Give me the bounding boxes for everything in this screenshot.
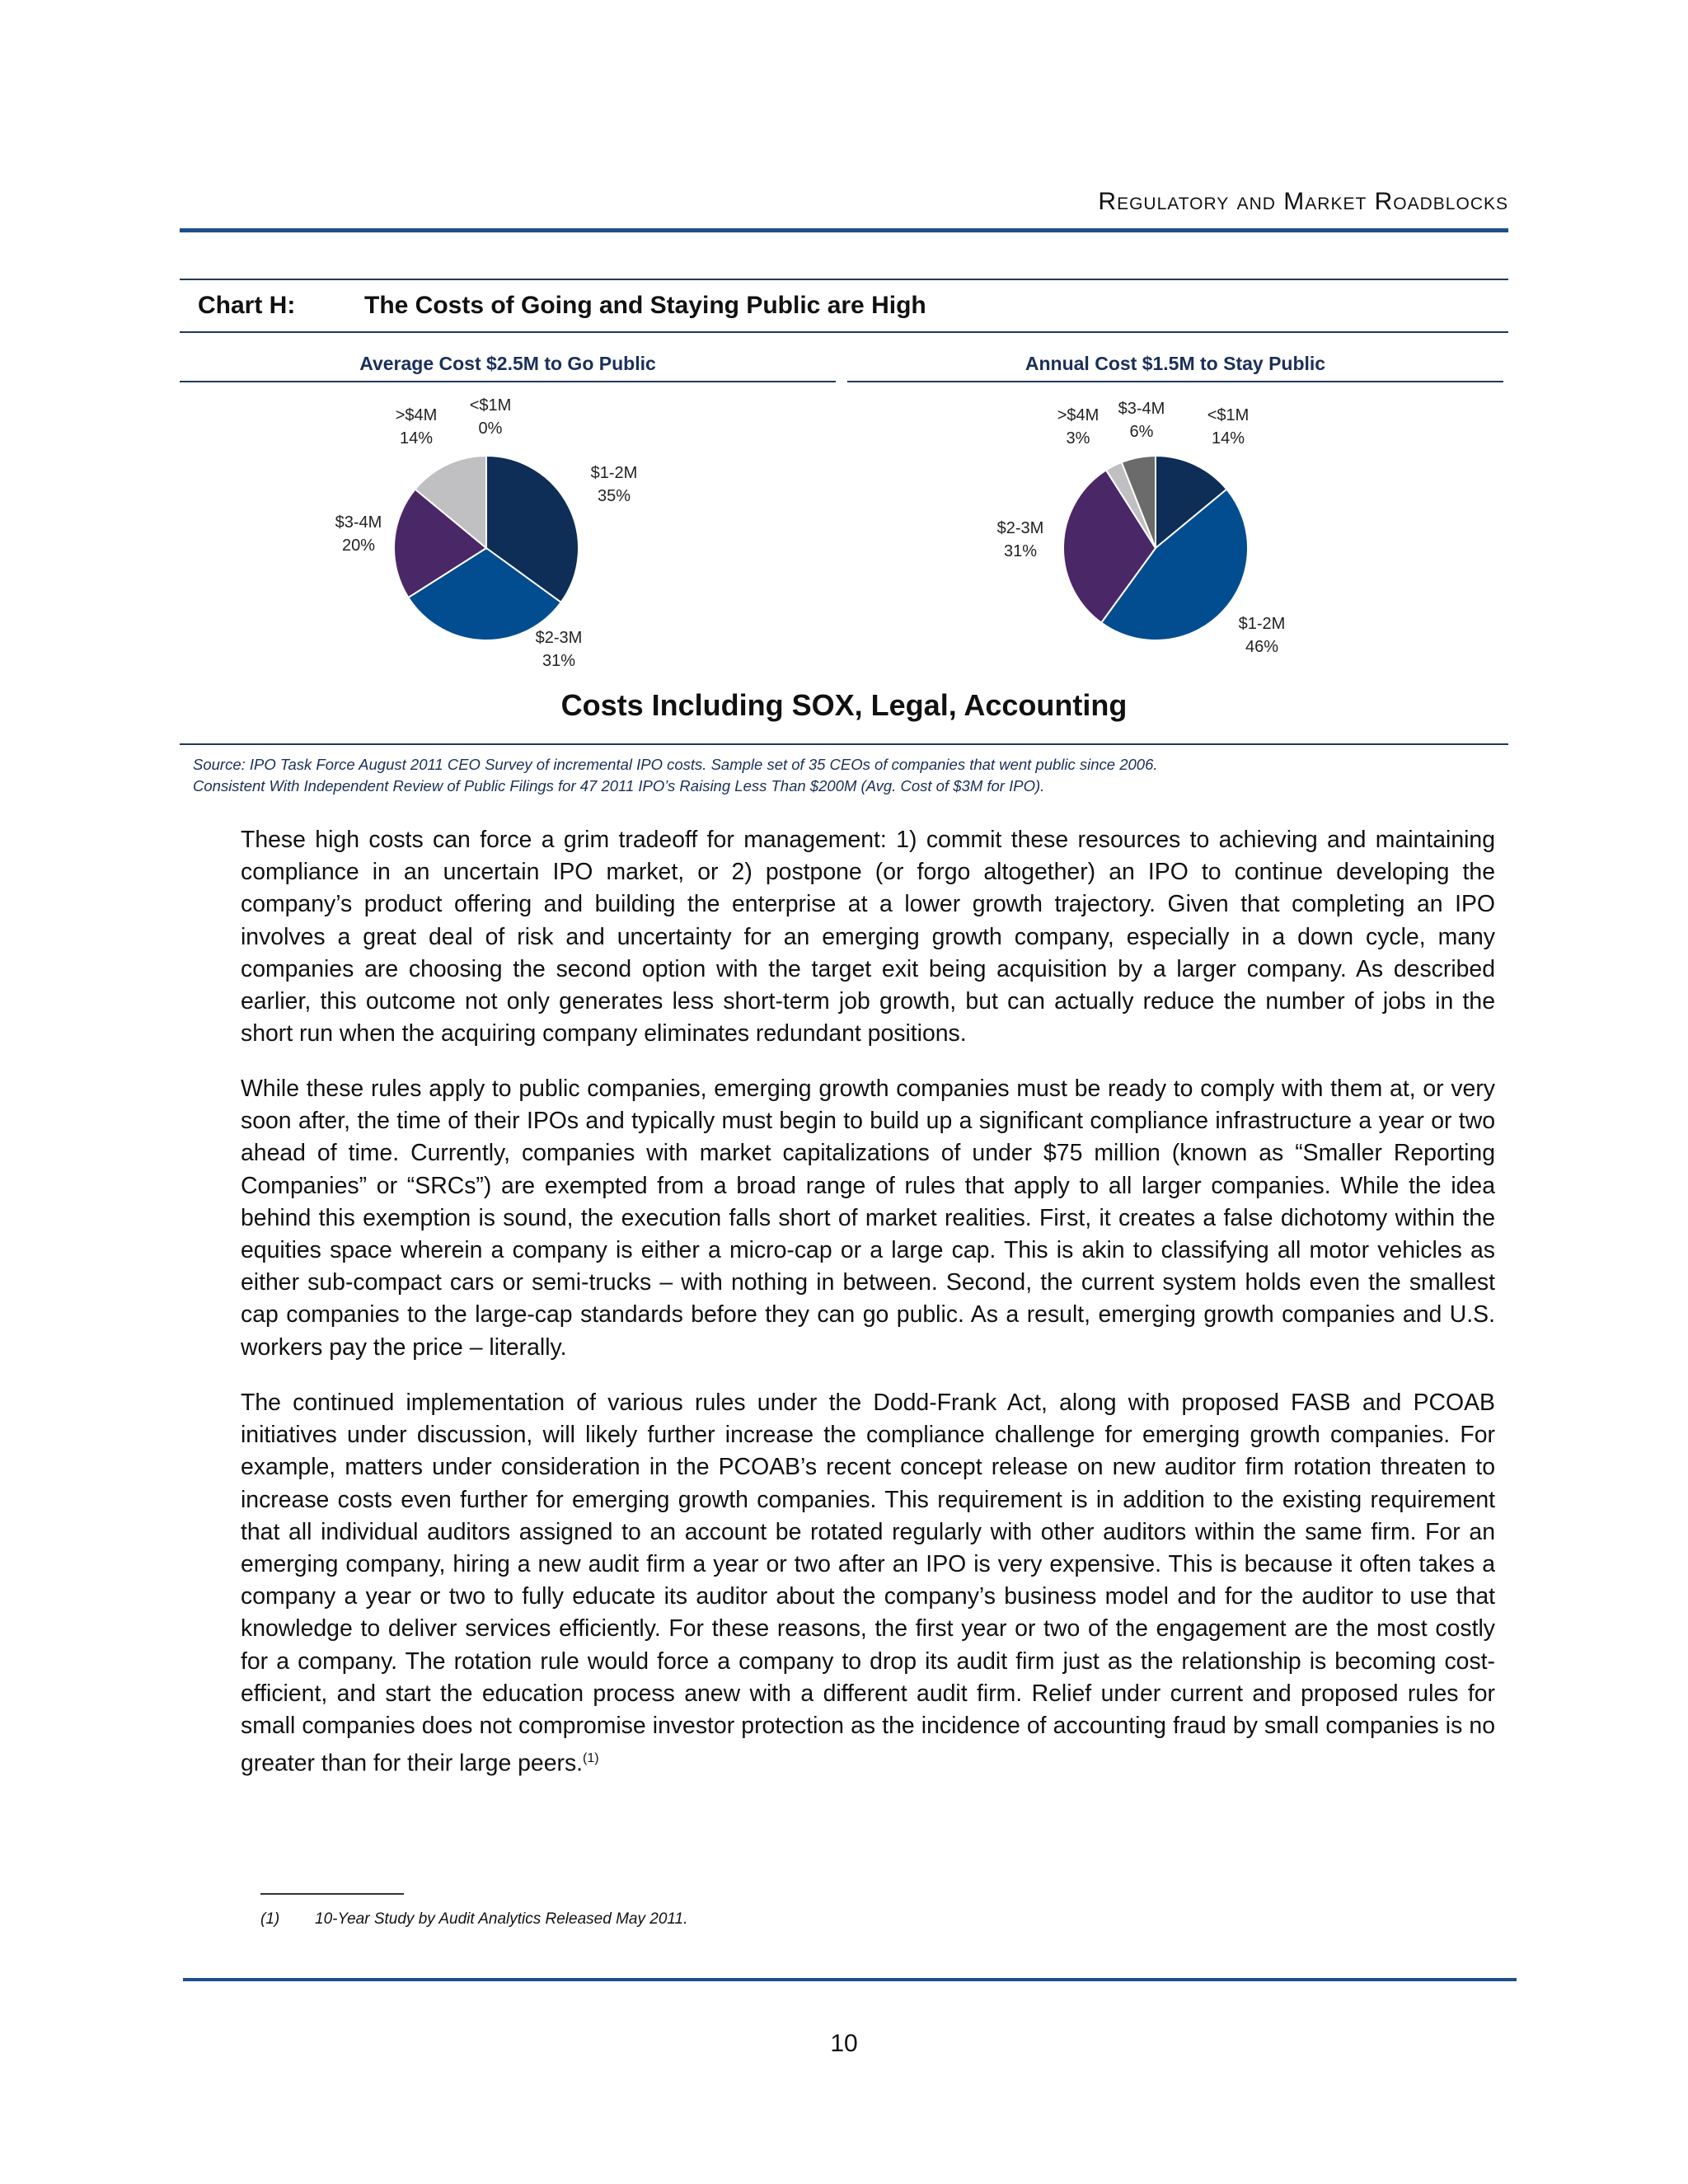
pie1-label-less-1m-pct: 14% [1211, 429, 1245, 448]
pie1-label-3-4m-name: $3-4M [1118, 400, 1165, 418]
body-paragraph-1: These high costs can force a grim tradeoff for management: 1) commit these resources to achieving and maintaining compliance in an uncertain IPO market, or 2) postpone (or forgo altogether) an IPO to continue developing the company’s product offering and building the enterprise at a lower growth trajectory. Given that completing an IPO involves a great deal of risk and uncertainty for an emerging growth company, especially in a down cycle, many companies are choosing the second option with the target exit being acquisition by a larger company. As described earlier, this outcome not only generates less short-term job growth, but can actually reduce the number of jobs in the short run when the acquiring company eliminates redundant positions. [241, 827, 1495, 1047]
running-header-text: Regulatory and Market Roadblocks [1098, 188, 1508, 215]
pie0-label-1-2m [569, 462, 659, 508]
pie1-label-1-2m [1217, 612, 1307, 658]
body-paragraph-3-text: The continued implementation of various rules under the Dodd-Frank Act, along with proposed FASB and PCOAB initiatives under discussion, will likely further increase the compliance challenge for emerging growth companies. For example, matters under consideration in the PCOAB’s recent concept release on new auditor firm rotation threaten to increase costs even further for emerging growth companies. This requirement is in addition to the existing requirement that all individual auditors assigned to an account be rotated regularly with other auditors within the same firm. For an emerging company, hiring a new audit firm a year or two after an IPO is very expensive. This is because it often takes a company a year or two to fully educate its auditor about the company’s business model and for the auditor to use that knowledge to deliver services efficiently. For these reasons, the first year or two of the engagement are the most costly for a company. The rotation rule would force a company to drop its audit firm just as the relationship is becoming cost-efficient, and start the education process anew with a different audit firm. Relief under current and proposed rules for small companies does not compromise investor protection as the incidence of accounting fraud by small companies is no greater than for their large peers. [241, 1390, 1495, 1777]
pie-rule-stay-public [847, 381, 1503, 382]
running-header [907, 188, 1508, 216]
pie1-label-over-4m-pct: 3% [1066, 429, 1090, 448]
pie1-label-2-3m [975, 517, 1066, 563]
pie0-label-2-3m [513, 626, 604, 673]
footnote-rule [260, 1893, 404, 1895]
pie1-label-less-1m [1183, 404, 1273, 450]
pie0-label-over-4m [371, 404, 462, 450]
pie0-label-over-4m-name: >$4M [395, 406, 438, 424]
pie-title-go-public: Average Cost $2.5M to Go Public [359, 353, 656, 374]
pie-chart-go-public [379, 441, 593, 655]
chart-caption: Costs Including SOX, Legal, Accounting [560, 688, 1128, 722]
header-rule [180, 228, 1508, 232]
footnote-mark: (1) [260, 1910, 280, 1928]
pie-slices-go-public [394, 456, 579, 640]
pie-title-stay-public: Annual Cost $1.5M to Stay Public [1025, 353, 1326, 374]
pie0-label-3-4m-pct: 20% [341, 537, 376, 555]
pie0-label-1-2m-name: $1-2M [590, 464, 638, 482]
chart-bottom-rule [180, 743, 1508, 745]
pie0-label-2-3m-name: $2-3M [535, 629, 583, 647]
pie0-label-less-1m-pct: 0% [478, 419, 503, 438]
footnote [260, 1910, 687, 1929]
pie1-label-1-2m-pct: 46% [1245, 638, 1279, 656]
chart-source [193, 754, 1512, 797]
pie1-label-over-4m-name: >$4M [1057, 406, 1100, 424]
pie1-label-2-3m-name: $2-3M [996, 519, 1044, 537]
body-paragraph-3 [241, 1387, 1495, 1780]
pie0-label-3-4m [313, 511, 404, 557]
body-paragraph-2: While these rules apply to public companies, emerging growth companies must be ready to comply with them at, or very soon after, the time of their IPOs and typically must begin to build up a significant compliance infrastructure a year or two ahead of time. Currently, companies with market capitalizations of under $75 million (known as “Smaller Reporting Companies” or “SRCs”) are exempted from a broad range of rules that apply to all larger companies. While the idea behind this exemption is sound, the execution falls short of market realities. First, it creates a false dichotomy within the equities space wherein a company is either a micro-cap or a large cap. This is akin to classifying all motor vehicles as either sub-compact cars or semi-trucks – with nothing in between. Second, the current system holds even the smallest cap companies to the large-cap standards before they can go public. As a result, emerging growth companies and U.S. workers pay the price – literally. [241, 1076, 1495, 1361]
pie1-label-3-4m [1096, 397, 1187, 443]
chart-mid-rule [180, 331, 1508, 333]
page-number: 10 [830, 2030, 858, 2057]
chart-title: The Costs of Going and Staying Public are High [364, 292, 926, 319]
pie0-label-over-4m-pct: 14% [399, 429, 434, 448]
pie0-label-1-2m-pct: 35% [597, 487, 631, 505]
pie1-label-2-3m-pct: 31% [1003, 542, 1038, 560]
footer-rule [183, 1978, 1517, 1981]
chart-top-rule [180, 279, 1508, 280]
pie0-label-2-3m-pct: 31% [542, 652, 576, 670]
pie0-label-less-1m-name: <$1M [469, 396, 512, 415]
chart-label: Chart H: [198, 292, 296, 319]
chart-source-line-1: Source: IPO Task Force August 2011 CEO Survey of incremental IPO costs. Sample set of 35 CEOs of companies that went public since 2006. [193, 756, 1158, 773]
footnote-text: 10-Year Study by Audit Analytics Released May 2011. [315, 1910, 688, 1928]
pie1-label-3-4m-pct: 6% [1129, 423, 1154, 441]
pie1-label-1-2m-name: $1-2M [1238, 615, 1286, 633]
chart-source-line-2: Consistent With Independent Review of Public Filings for 47 2011 IPO’s Raising Less Than $200M (Avg. Cost of $3M for IPO). [193, 777, 1045, 794]
footnote-reference: (1) [583, 1751, 599, 1766]
pie1-label-less-1m-name: <$1M [1207, 406, 1250, 424]
pie0-label-3-4m-name: $3-4M [335, 513, 382, 532]
pie-rule-go-public [180, 381, 836, 382]
